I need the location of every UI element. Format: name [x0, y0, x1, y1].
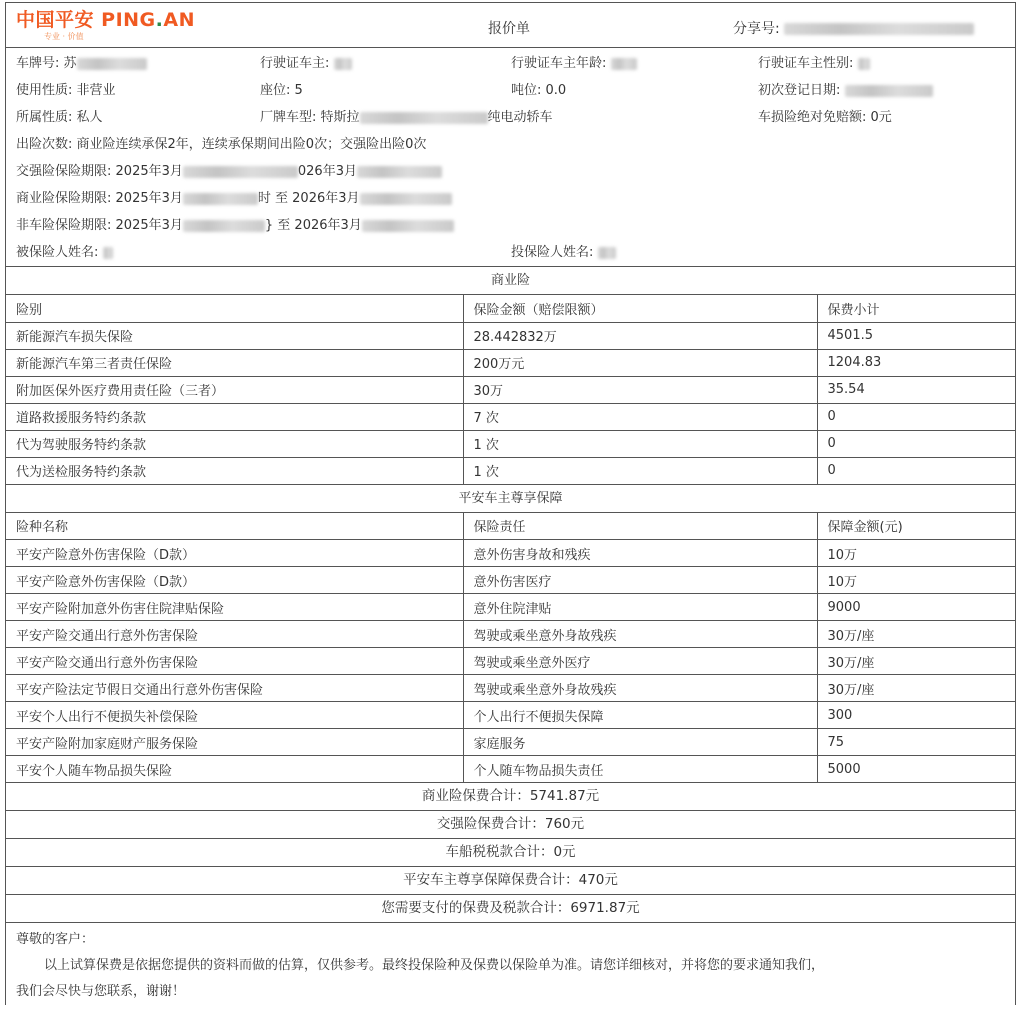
table-cell: 平安产险法定节假日交通出行意外伤害保险 [6, 675, 463, 702]
table-cell: 驾驶或乘坐意外身故残疾 [463, 621, 817, 648]
table-cell: 28.442832万 [463, 322, 817, 349]
total-row [6, 811, 1015, 839]
table-row [6, 756, 1015, 783]
ownership-field: 所属性质: 私人 [16, 110, 103, 125]
info-row [6, 104, 1015, 131]
total-value: 470元 [578, 872, 618, 888]
benefits-header-row [6, 513, 1015, 540]
owner-field: 行驶证车主: [260, 50, 352, 77]
seats-field: 座位: 5 [260, 83, 303, 98]
share-value-redacted [784, 23, 974, 35]
table-cell: 平安产险附加意外伤害住院津贴保险 [6, 594, 463, 621]
column-header: 保障金额(元) [817, 513, 1015, 540]
logo-slogan: 专业 · 价值 [44, 32, 84, 41]
ctp-period-field: 交强险保险期限: 2025年3月 026年3月 [16, 158, 442, 185]
column-header: 险别 [6, 295, 463, 322]
table-cell: 5000 [817, 756, 1015, 783]
owner-gender-field: 行驶证车主性别: [758, 50, 870, 77]
table-cell: 10万 [817, 567, 1015, 594]
logo-cn-text: 中国平安 [16, 9, 95, 31]
info-row [6, 239, 1015, 266]
table-cell: 1 次 [463, 457, 817, 484]
deductible-field: 车损险绝对免赔额: 0元 [758, 110, 892, 125]
total-value: 760元 [544, 816, 585, 832]
table-cell: 家庭服务 [463, 729, 817, 756]
table-cell: 平安产险意外伤害保险（D款） [6, 567, 463, 594]
info-row [6, 77, 1015, 104]
table-cell: 1204.83 [817, 349, 1015, 376]
table-row [6, 457, 1015, 484]
table-cell: 平安个人出行不便损失补偿保险 [6, 702, 463, 729]
table-row [6, 729, 1015, 756]
commercial-table [6, 295, 1015, 485]
table-row [6, 430, 1015, 457]
totals-section [6, 783, 1015, 923]
table-cell: 35.54 [817, 376, 1015, 403]
table-cell: 个人随车物品损失责任 [463, 756, 817, 783]
info-row [6, 131, 1015, 158]
total-row [6, 783, 1015, 811]
logo-dot-icon: . [155, 9, 164, 31]
table-cell: 平安个人随车物品损失保险 [6, 756, 463, 783]
info-row [6, 185, 1015, 212]
owner-age-field: 行驶证车主年龄: [511, 50, 637, 77]
table-cell: 个人出行不便损失保障 [463, 702, 817, 729]
table-row [6, 349, 1015, 376]
page-title: 报价单 [488, 21, 530, 37]
table-row [6, 675, 1015, 702]
table-cell: 驾驶或乘坐意外身故残疾 [463, 675, 817, 702]
owner-benefits-table [6, 513, 1015, 784]
table-cell: 75 [817, 729, 1015, 756]
column-header: 保费小计 [817, 295, 1015, 322]
model-field: 厂牌车型: 特斯拉 纯电动轿车 [260, 110, 553, 125]
total-value: 0元 [553, 844, 576, 860]
owner-benefits-section-title: 平安车主尊享保障 [6, 485, 1015, 513]
table-row [6, 540, 1015, 567]
notice-body: 以上试算保费是依据您提供的资料而做的估算，仅供参考。最终投保险种及保费以保险单为准。请您详细核对，并将您的要求通知我们， [44, 958, 825, 973]
table-cell: 意外住院津贴 [463, 594, 817, 621]
table-cell: 意外伤害身故和残疾 [463, 540, 817, 567]
commercial-header-row [6, 295, 1015, 322]
table-cell: 附加医保外医疗费用责任险（三者） [6, 376, 463, 403]
table-row [6, 702, 1015, 729]
table-cell: 9000 [817, 594, 1015, 621]
column-header: 险种名称 [6, 513, 463, 540]
total-row [6, 867, 1015, 895]
table-cell: 10万 [817, 540, 1015, 567]
table-cell: 新能源汽车损失保险 [6, 322, 463, 349]
info-row [6, 158, 1015, 185]
usage-field: 使用性质: 非营业 [16, 83, 116, 98]
table-cell: 30万/座 [817, 675, 1015, 702]
table-cell: 代为送检服务特约条款 [6, 457, 463, 484]
total-label: 您需要支付的保费及税款合计： [381, 900, 571, 916]
table-cell: 4501.5 [817, 322, 1015, 349]
vehicle-info [6, 48, 1015, 267]
info-row [6, 50, 1015, 77]
commercial-period-field: 商业险保险期限: 2025年3月 时 至 2026年3月 [16, 185, 452, 212]
pingan-logo [16, 5, 195, 42]
share-label: 分享号: [733, 21, 780, 37]
table-cell: 0 [817, 403, 1015, 430]
table-row [6, 648, 1015, 675]
table-cell: 1 次 [463, 430, 817, 457]
quote-header [6, 3, 1015, 48]
table-cell: 道路救援服务特约条款 [6, 403, 463, 430]
table-row [6, 567, 1015, 594]
table-row [6, 594, 1015, 621]
total-label: 交强险保费合计： [436, 816, 545, 832]
table-cell: 平安产险交通出行意外伤害保险 [6, 648, 463, 675]
table-cell: 0 [817, 457, 1015, 484]
notice-greeting: 尊敬的客户： [16, 932, 95, 947]
notice-body-cont: 我们会尽快与您联系，谢谢！ [16, 984, 186, 999]
table-cell: 200万元 [463, 349, 817, 376]
claims-field: 出险次数: 商业险连续承保2年，连续承保期间出险0次；交强险出险0次 [16, 137, 427, 152]
total-value: 5741.87元 [529, 788, 600, 804]
total-label: 平安车主尊享保障保费合计： [403, 872, 579, 888]
table-cell: 300 [817, 702, 1015, 729]
column-header: 保险金额（赔偿限额） [463, 295, 817, 322]
total-row [6, 839, 1015, 867]
noncar-period-field: 非车险保险期限: 2025年3月 } 至 2026年3月 [16, 212, 454, 239]
total-label: 车船税税款合计： [445, 844, 554, 860]
table-row [6, 376, 1015, 403]
total-value: 6971.87元 [570, 900, 640, 916]
table-cell: 0 [817, 430, 1015, 457]
logo-en-text-a: PING [101, 9, 156, 31]
logo-en-text-b: AN [163, 9, 195, 31]
insured-name-field: 被保险人姓名: [16, 239, 113, 266]
table-cell: 30万/座 [817, 621, 1015, 648]
table-row [6, 322, 1015, 349]
total-label: 商业险保费合计： [421, 788, 530, 804]
table-cell: 代为驾驶服务特约条款 [6, 430, 463, 457]
table-cell: 30万/座 [817, 648, 1015, 675]
table-cell: 平安产险交通出行意外伤害保险 [6, 621, 463, 648]
first-registration-field: 初次登记日期: [758, 77, 933, 104]
info-row [6, 212, 1015, 239]
table-cell: 30万 [463, 376, 817, 403]
table-row [6, 621, 1015, 648]
table-row [6, 403, 1015, 430]
share-number [733, 18, 974, 38]
quotation-sheet [5, 2, 1016, 1005]
table-cell: 驾驶或乘坐意外医疗 [463, 648, 817, 675]
plate-field: 车牌号: 苏 [16, 50, 147, 77]
column-header: 保险责任 [463, 513, 817, 540]
table-cell: 新能源汽车第三者责任保险 [6, 349, 463, 376]
applicant-name-field: 投保险人姓名: [511, 239, 616, 266]
table-cell: 平安产险附加家庭财产服务保险 [6, 729, 463, 756]
commercial-section-title: 商业险 [6, 267, 1015, 295]
table-cell: 7 次 [463, 403, 817, 430]
tonnage-field: 吨位: 0.0 [511, 83, 567, 98]
table-cell: 意外伤害医疗 [463, 567, 817, 594]
table-cell: 平安产险意外伤害保险（D款） [6, 540, 463, 567]
total-row [6, 895, 1015, 923]
customer-notice [6, 923, 1015, 1005]
